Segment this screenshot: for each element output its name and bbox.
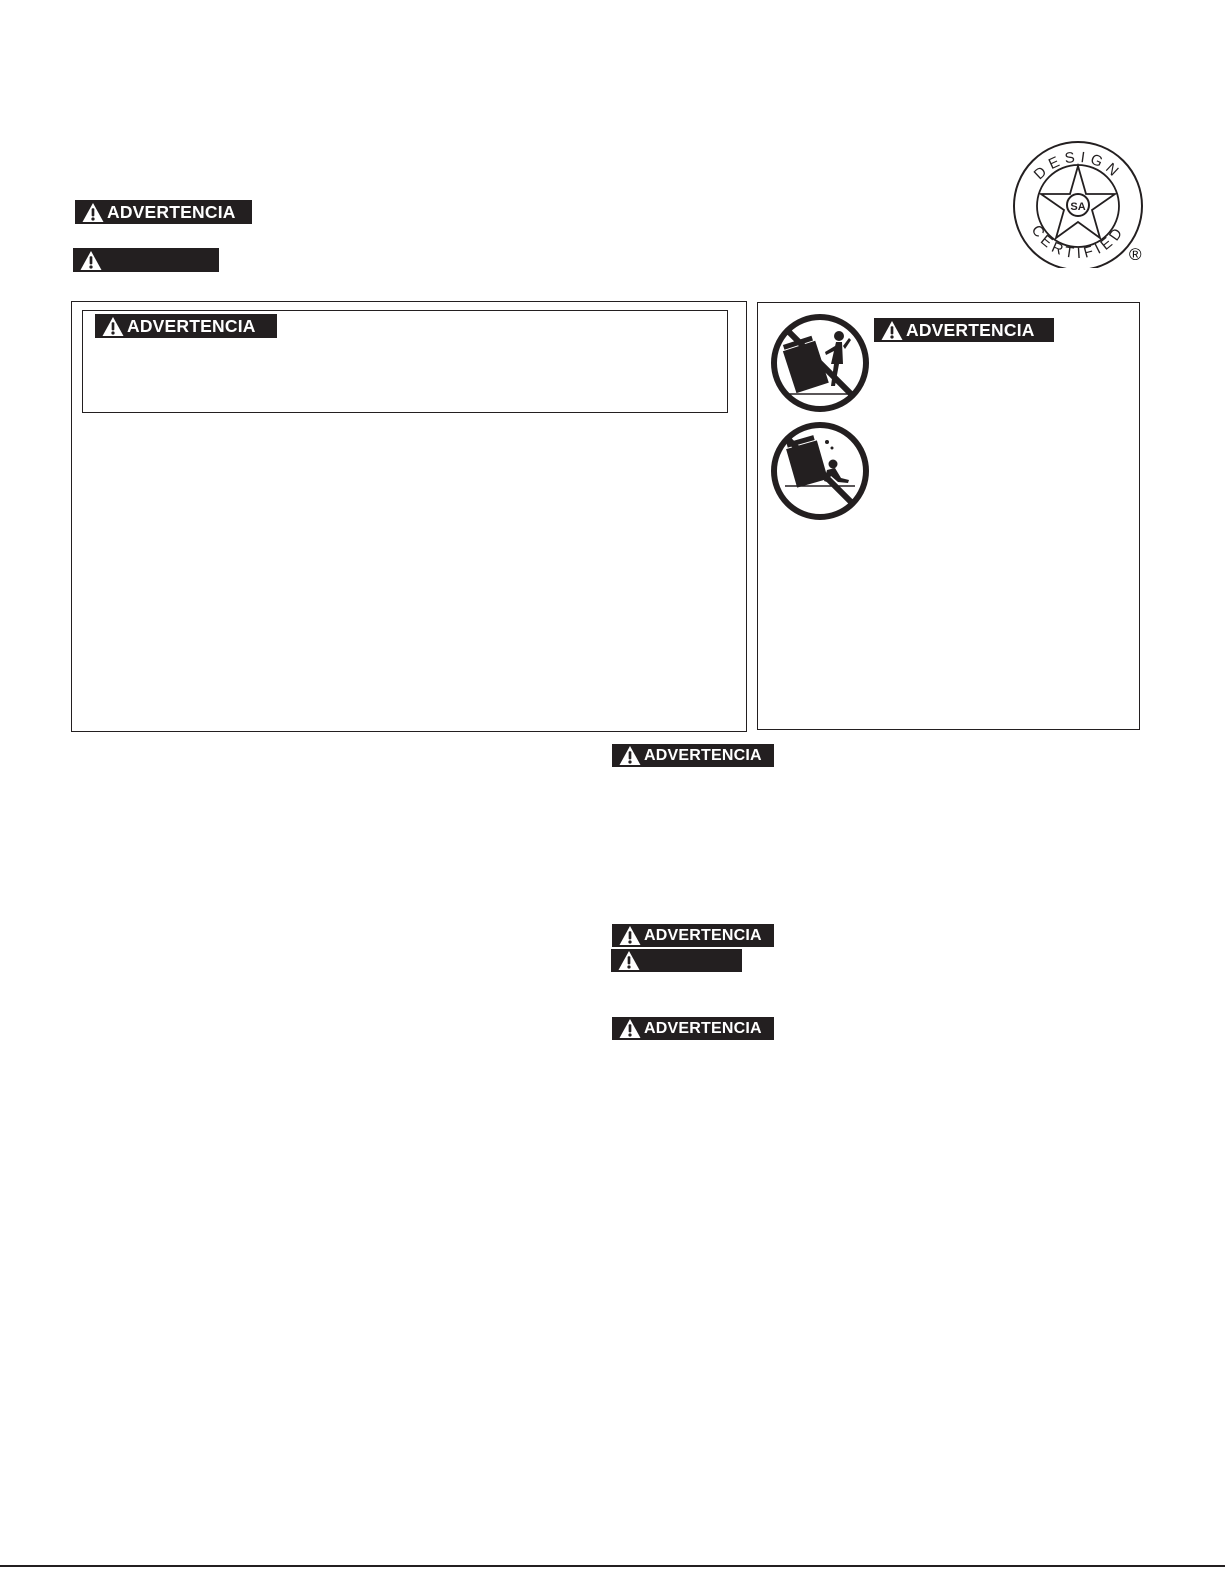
col2-warning-label-1 [612,744,774,767]
registered-mark: ® [1129,245,1142,264]
col2-warning-label-3 [612,1017,774,1040]
top-warning-text: ADVERTENCIA [107,201,236,222]
page-bottom-rule [0,1565,1225,1567]
box-inner-warning-label [95,314,277,338]
warning-triangle-icon [618,745,642,766]
col2-warning-text-3: ADVERTENCIA [644,1019,762,1037]
top-blank-signal-label [73,248,219,272]
warning-triangle-icon [81,202,105,223]
col2-warning-label-2 [612,924,774,947]
no-tipping-appliance-icon [769,420,871,522]
warning-triangle-icon [79,250,103,271]
design-certified-star-seal [1008,140,1148,268]
box-inner-warning-text: ADVERTENCIA [127,315,256,336]
col2-blank-signal-label [611,949,742,972]
certification-seal [1008,140,1148,268]
svg-text:CERTIFIED [1028,222,1128,262]
seal-top-text: DESIGN [1030,148,1126,184]
side-panel-warning-label [874,318,1054,342]
top-warning-label [75,200,252,224]
warning-triangle-icon [617,950,641,971]
no-climbing-on-appliance-icon [769,312,871,414]
tip-over-panel [757,302,1140,730]
inner-warning-box [82,310,728,413]
warning-triangle-icon [618,1018,642,1039]
col2-warning-text-2: ADVERTENCIA [644,926,762,944]
main-warning-box [71,301,747,732]
seal-bottom-text: CERTIFIED [1027,222,1129,263]
warning-triangle-icon [880,320,904,341]
seal-center-mark: SA [1070,201,1086,213]
warning-triangle-icon [618,925,642,946]
side-panel-warning-text: ADVERTENCIA [906,319,1035,340]
col2-warning-text-1: ADVERTENCIA [644,746,762,764]
warning-triangle-icon [101,316,125,337]
